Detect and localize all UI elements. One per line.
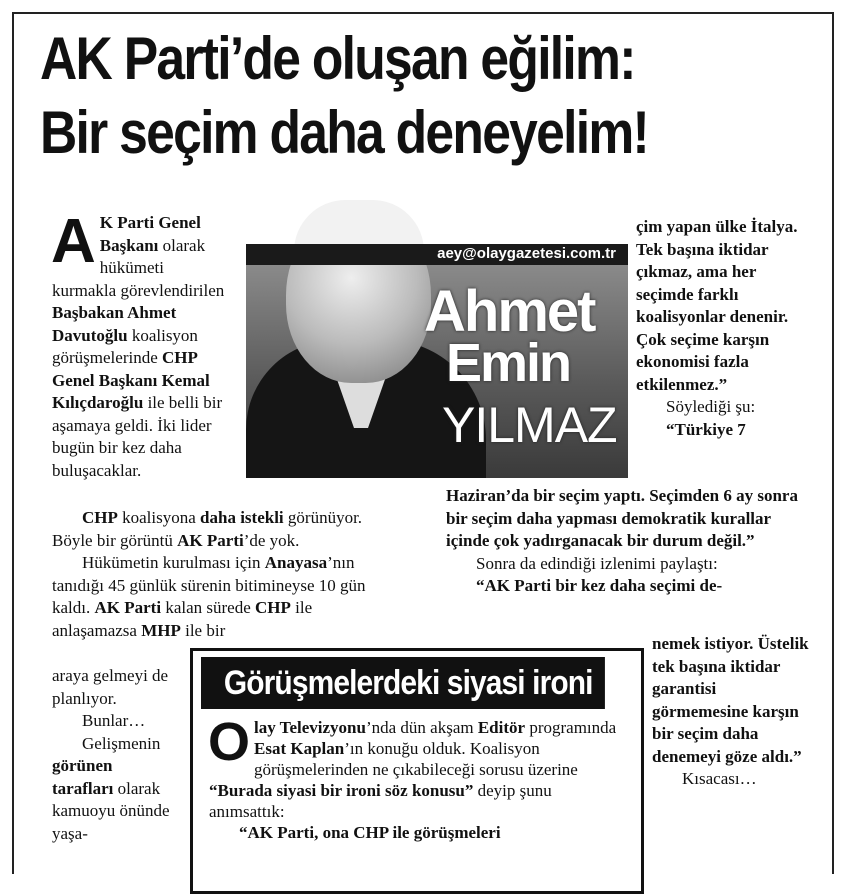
paragraph-chp: CHP koalisyona daha istekli görünüyor. Böyle bir görüntü AK Parti’de yok. bbox=[52, 508, 363, 550]
paragraph-izlenim: Sonra da edindiği izlenimi paylaştı: bbox=[476, 553, 718, 573]
paragraph-bunlar: Bunlar… bbox=[82, 711, 146, 730]
quote-italy: çim yapan ülke İtalya. Tek başına iktidar çıkmaz, ama her seçimde farklı koalisyonlar denenir. Çok seçime karşın ekonomisi fazla etkilenmez.” bbox=[636, 217, 798, 394]
quote-turkiye: Haziran’da bir seçim yaptı. Seçimden 6 ay sonra bir seçim daha yapması demokratik kurallar içinde çok yadırganacak bir durum değil.” bbox=[446, 486, 798, 550]
author-middle-name: Emin bbox=[446, 333, 571, 393]
paragraph-kisacasi: Kısacası… bbox=[682, 769, 757, 788]
headline-line-1: AK Parti’de oluşan eğilim: bbox=[40, 25, 635, 92]
paragraph-anayasa: Hükümetin kurulması için Anayasa’nın tanıdığı 45 günlük sürenin bitimineyse 10 gün kaldı. AK Parti kalan sürede CHP ile anlaşamazsa MHP ile bir bbox=[52, 553, 366, 640]
inset-box-text: Olay Televizyonu’nda dün akşam Editör programında Esat Kaplan’ın konuğu olduk. Koalisyon görüşmelerinden ne çıkabileceği sorusu üzerine “Burada siyasi bir ironi söz konusu” deyip şunu anımsattık: “AK Parti, ona CHP ile görüşmeleri bbox=[209, 717, 627, 843]
paragraph-soyledigi: Söylediği şu: bbox=[666, 397, 756, 416]
right-narrow-block bbox=[652, 633, 812, 791]
left-wide-block bbox=[52, 507, 390, 642]
paragraph-araya: araya gelmeyi de planlıyor. bbox=[52, 666, 169, 708]
right-wide-block bbox=[446, 485, 804, 598]
inset-dropcap: O bbox=[208, 712, 251, 772]
quote-turkiye-start: “Türkiye 7 bbox=[666, 419, 746, 439]
author-first-name: Ahmet bbox=[424, 279, 595, 344]
dropcap: A bbox=[51, 207, 96, 276]
headline bbox=[40, 22, 719, 170]
quote-akparti: nemek istiyor. Üstelik tek başına iktidar garantisi görmemesine karşın bir seçim daha denemeyi göze aldı.” bbox=[652, 634, 809, 766]
paragraph-gelisme: Gelişmenin görünen tarafları olarak kamuoyu önünde yaşa- bbox=[52, 733, 170, 843]
lead-paragraph: A K Parti Genel Başkanı olarak hükümeti kurmakla görevlendirilen Başbakan Ahmet Davutoğlu koalisyon görüşmelerinde CHP Genel Başkanı Kemal Kılıçdaroğlu ile belli bir aşamaya geldi. İki lider bugün bir kez daha buluşacaklar. bbox=[51, 207, 225, 480]
left-column bbox=[51, 207, 232, 482]
author-last-name: YILMAZ bbox=[442, 397, 617, 453]
headline-line-2: Bir seçim daha deneyelim! bbox=[40, 99, 649, 166]
inset-last-line: “AK Parti, ona CHP ile görüşmeleri bbox=[239, 823, 501, 842]
author-photo bbox=[246, 200, 628, 478]
right-column bbox=[636, 216, 804, 441]
quote-akparti-start: “AK Parti bir kez daha seçimi de- bbox=[476, 576, 723, 595]
left-narrow-block bbox=[52, 665, 170, 845]
author-email: aey@olaygazetesi.com.tr bbox=[437, 245, 616, 262]
inset-box bbox=[190, 648, 644, 894]
inset-box-title: Görüşmelerdeki siyasi ironi bbox=[201, 657, 605, 709]
